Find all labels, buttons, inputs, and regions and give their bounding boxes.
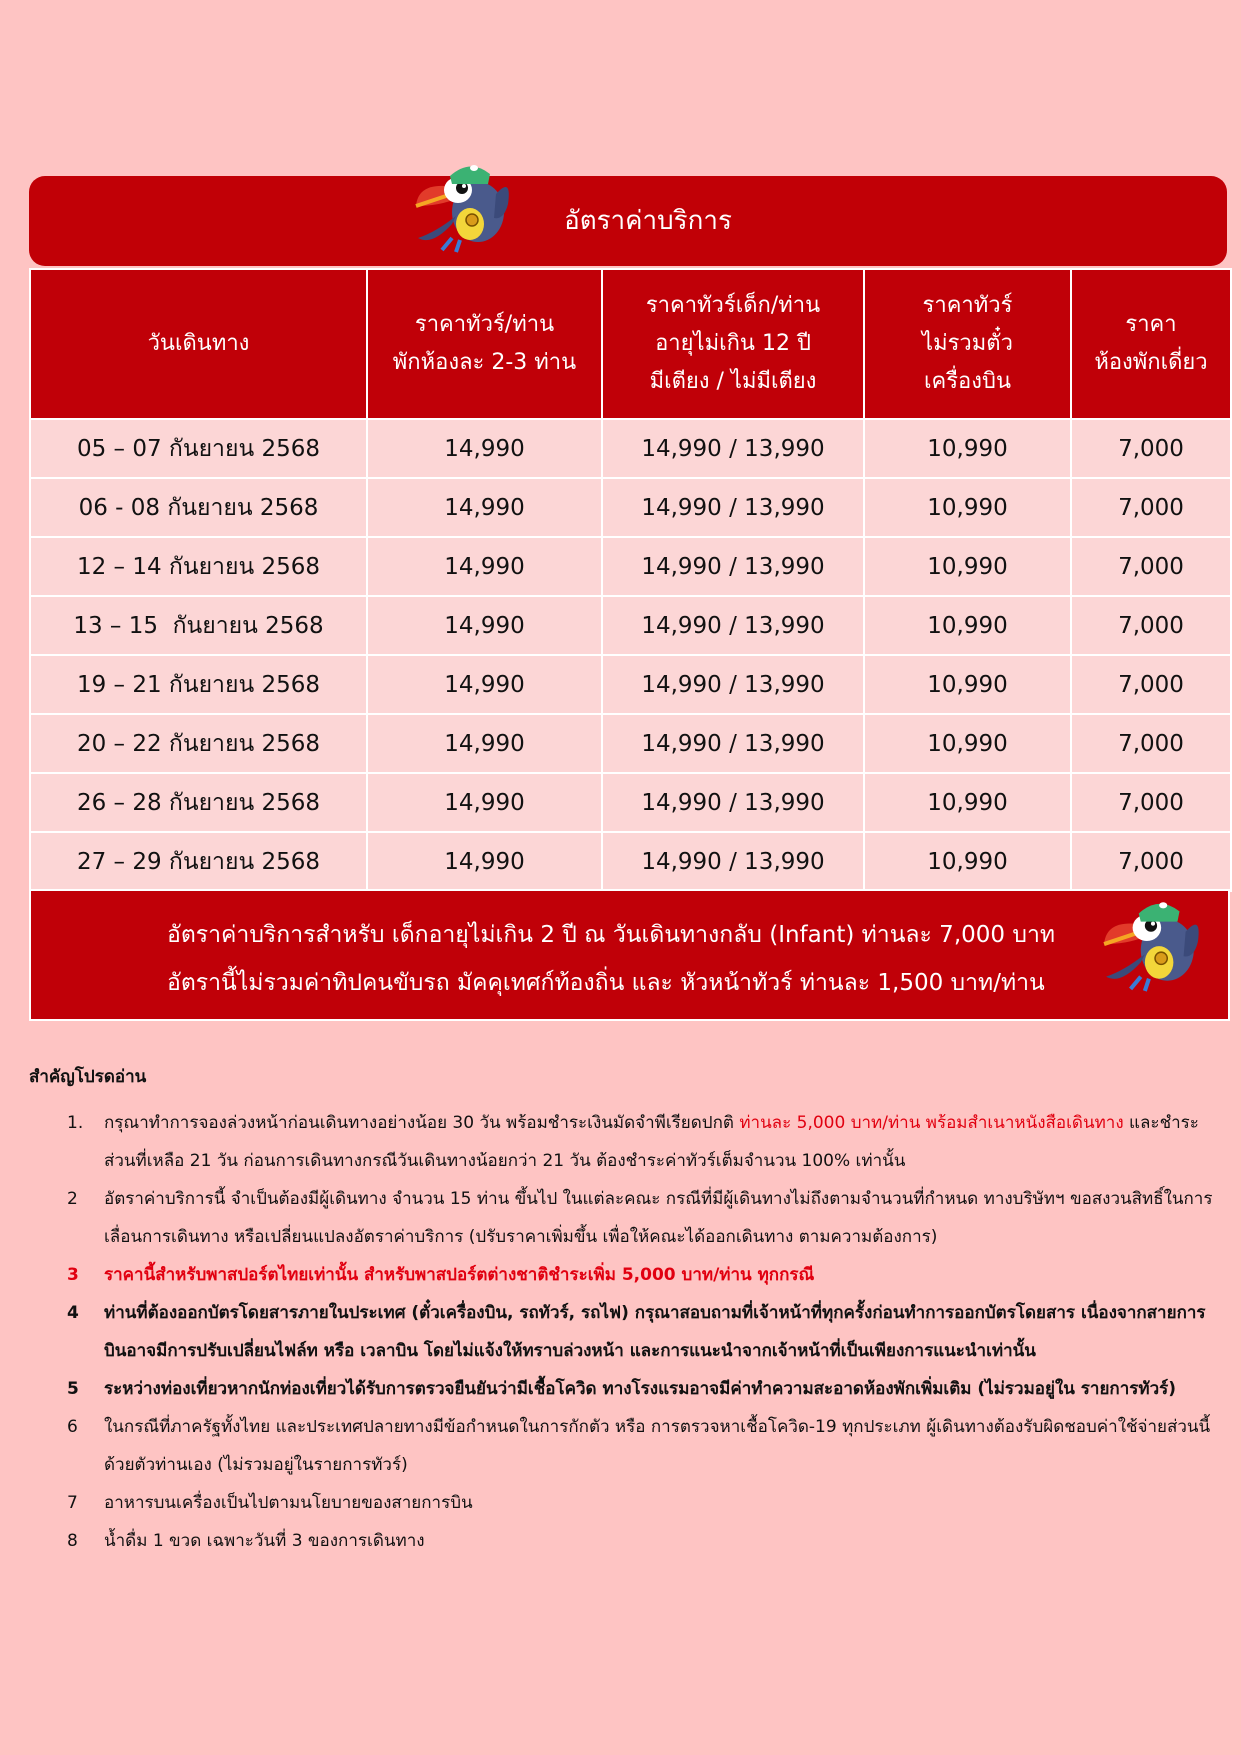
column-header-child-price: ราคาทัวร์เด็ก/ท่าน อายุไม่เกิน 12 ปี มีเตียง / ไม่มีเตียง	[602, 269, 864, 419]
cell-child-price: 14,990 / 13,990	[602, 537, 864, 596]
tip-rate-text: อัตรานี้ไม่รวมค่าทิปคนขับรถ มัคคุเทศก์ท้องถิ่น และ หัวหน้าทัวร์ ท่านละ 1,500 บาท/ท่าน	[167, 970, 1045, 996]
table-row	[30, 537, 1231, 596]
note-text: ระหว่างท่องเที่ยวหากนักท่องเที่ยวได้รับการตรวจยืนยันว่ามีเชื้อโควิด ทางโรงแรมอาจมีค่าทำความสะอาดห้องพักเพิ่มเติม (ไม่รวมอยู่ใน รายการทัวร์)	[104, 1379, 1177, 1399]
note-number: 5	[67, 1379, 79, 1399]
rate-header-bar	[29, 176, 1227, 266]
note-item	[29, 1522, 1219, 1560]
cell-no-ticket-price: 10,990	[864, 773, 1071, 832]
cell-child-price: 14,990 / 13,990	[602, 832, 864, 891]
table-row	[30, 714, 1231, 773]
note-text-highlight: ท่านละ 5,000 บาท/ท่าน พร้อมสำเนาหนังสือเดินทาง	[739, 1113, 1124, 1133]
note-text: กรุณาทำการจองล่วงหน้าก่อนเดินทางอย่างน้อย 30 วัน พร้อมชำระเงินมัดจำพีเรียดปกติ	[104, 1113, 740, 1133]
cell-date: 19 – 21 กันยายน 2568	[30, 655, 367, 714]
infant-rate-text: อัตราค่าบริการสำหรับ เด็กอายุไม่เกิน 2 ปี ณ วันเดินทางกลับ (Infant) ท่านละ 7,000 บาท	[167, 922, 1056, 948]
note-item	[29, 1370, 1219, 1408]
cell-child-price: 14,990 / 13,990	[602, 773, 864, 832]
cell-adult-price: 14,990	[367, 537, 602, 596]
note-number: 4	[67, 1303, 79, 1323]
cell-adult-price: 14,990	[367, 478, 602, 537]
note-text: และชำระส่วนที่เหลือ 21 วัน ก่อนการเดินทางกรณีวันเดินทางน้อยกว่า 21 วัน ต้องชำระค่าทัวร์เต็มจำนวน 100% เท่านั้น	[104, 1113, 1199, 1171]
cell-date: 20 – 22 กันยายน 2568	[30, 714, 367, 773]
note-number: 6	[67, 1417, 78, 1437]
column-header-adult-price: ราคาทัวร์/ท่าน พักห้องละ 2-3 ท่าน	[367, 269, 602, 419]
cell-child-price: 14,990 / 13,990	[602, 714, 864, 773]
table-row	[30, 773, 1231, 832]
note-text: อาหารบนเครื่องเป็นไปตามนโยบายของสายการบิน	[104, 1493, 473, 1513]
note-item	[29, 1180, 1219, 1256]
price-table	[29, 268, 1232, 892]
cell-child-price: 14,990 / 13,990	[602, 655, 864, 714]
cell-no-ticket-price: 10,990	[864, 478, 1071, 537]
important-notes	[29, 1063, 1219, 1560]
cell-date: 27 – 29 กันยายน 2568	[30, 832, 367, 891]
cell-child-price: 14,990 / 13,990	[602, 478, 864, 537]
cell-single-room: 7,000	[1071, 655, 1231, 714]
column-header-date: วันเดินทาง	[30, 269, 367, 419]
cell-child-price: 14,990 / 13,990	[602, 419, 864, 478]
note-item	[29, 1104, 1219, 1180]
cell-single-room: 7,000	[1071, 596, 1231, 655]
cell-date: 06 - 08 กันยายน 2568	[30, 478, 367, 537]
notes-title: สำคัญโปรดอ่าน	[29, 1067, 147, 1087]
column-header-single-room: ราคา ห้องพักเดี่ยว	[1071, 269, 1231, 419]
table-header-row	[30, 269, 1231, 419]
cell-date: 26 – 28 กันยายน 2568	[30, 773, 367, 832]
toucan-mascot-icon	[1100, 890, 1206, 994]
cell-no-ticket-price: 10,990	[864, 655, 1071, 714]
cell-child-price: 14,990 / 13,990	[602, 596, 864, 655]
cell-single-room: 7,000	[1071, 478, 1231, 537]
cell-adult-price: 14,990	[367, 419, 602, 478]
note-number: 3	[67, 1265, 79, 1285]
cell-date: 13 – 15 กันยายน 2568	[30, 596, 367, 655]
cell-no-ticket-price: 10,990	[864, 419, 1071, 478]
cell-no-ticket-price: 10,990	[864, 537, 1071, 596]
table-row	[30, 419, 1231, 478]
cell-date: 12 – 14 กันยายน 2568	[30, 537, 367, 596]
table-row	[30, 832, 1231, 891]
cell-single-room: 7,000	[1071, 773, 1231, 832]
note-number: 2	[67, 1189, 78, 1209]
note-item	[29, 1484, 1219, 1522]
note-item	[29, 1294, 1219, 1370]
cell-single-room: 7,000	[1071, 714, 1231, 773]
note-item	[29, 1256, 1219, 1294]
note-text: อัตราค่าบริการนี้ จำเป็นต้องมีผู้เดินทาง จำนวน 15 ท่าน ขึ้นไป ในแต่ละคณะ กรณีที่มีผู้เดินทางไม่ถึงตามจำนวนที่กำหนด ทางบริษัทฯ ขอสงวนสิทธิ์ในการเลื่อนการเดินทาง หรือเปลี่ยนแปลงอัตราค่าบริการ (ปรับราคาเพิ่มขึ้น เพื่อให้คณะได้ออกเดินทาง ตามความต้องการ)	[104, 1189, 1213, 1247]
cell-date: 05 – 07 กันยายน 2568	[30, 419, 367, 478]
note-number: 7	[67, 1493, 78, 1513]
cell-adult-price: 14,990	[367, 773, 602, 832]
note-text: น้ำดื่ม 1 ขวด เฉพาะวันที่ 3 ของการเดินทาง	[104, 1531, 425, 1551]
table-row	[30, 596, 1231, 655]
cell-adult-price: 14,990	[367, 832, 602, 891]
cell-no-ticket-price: 10,990	[864, 714, 1071, 773]
column-header-no-ticket-price: ราคาทัวร์ ไม่รวมตั๋ว เครื่องบิน	[864, 269, 1071, 419]
cell-no-ticket-price: 10,990	[864, 832, 1071, 891]
note-item	[29, 1408, 1219, 1484]
cell-adult-price: 14,990	[367, 714, 602, 773]
cell-single-room: 7,000	[1071, 537, 1231, 596]
toucan-mascot-icon	[412, 154, 516, 254]
note-text: ในกรณีที่ภาครัฐทั้งไทย และประเทศปลายทางมีข้อกำหนดในการกักตัว หรือ การตรวจหาเชื้อโควิด-19 ทุกประเภท ผู้เดินทางต้องรับผิดชอบค่าใช้จ่ายส่วนนี้ด้วยตัวท่านเอง (ไม่รวมอยู่ในรายการทัวร์)	[104, 1417, 1211, 1475]
cell-adult-price: 14,990	[367, 596, 602, 655]
note-text: ราคานี้สำหรับพาสปอร์ตไทยเท่านั้น สำหรับพาสปอร์ตต่างชาติชำระเพิ่ม 5,000 บาท/ท่าน ทุกกรณี	[104, 1265, 815, 1285]
note-number: 8	[67, 1531, 78, 1551]
cell-single-room: 7,000	[1071, 832, 1231, 891]
table-row	[30, 655, 1231, 714]
table-row	[30, 478, 1231, 537]
cell-no-ticket-price: 10,990	[864, 596, 1071, 655]
infant-rate-box	[29, 889, 1230, 1021]
rate-header-title: อัตราค่าบริการ	[564, 206, 732, 236]
cell-adult-price: 14,990	[367, 655, 602, 714]
note-number: 1.	[67, 1113, 84, 1133]
note-text: ท่านที่ต้องออกบัตรโดยสารภายในประเทศ (ตั๋วเครื่องบิน, รถทัวร์, รถไฟ) กรุณาสอบถามที่เจ้าหน้าที่ทุกครั้งก่อนทำการออกบัตรโดยสาร เนื่องจากสายการบินอาจมีการปรับเปลี่ยนไฟล์ท หรือ เวลาบิน โดยไม่แจ้งให้ทราบล่วงหน้า และการแนะนำจากเจ้าหน้าที่เป็นเพียงการแนะนำเท่านั้น	[104, 1303, 1206, 1361]
cell-single-room: 7,000	[1071, 419, 1231, 478]
